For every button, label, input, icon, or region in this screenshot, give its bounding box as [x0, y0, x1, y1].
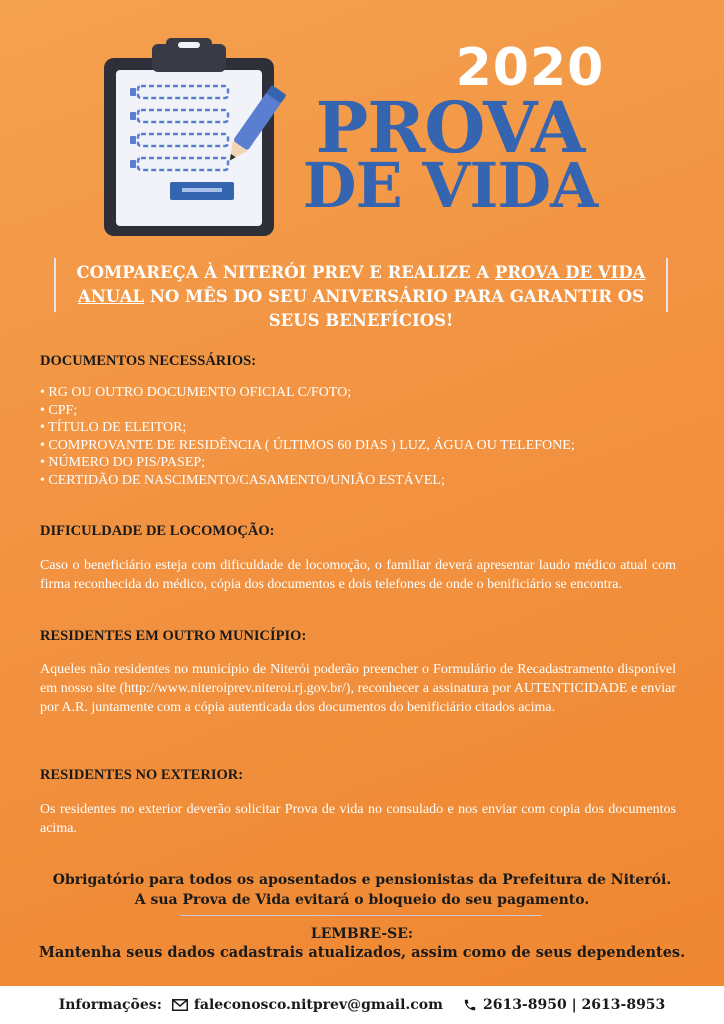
documents-title: DOCUMENTOS NECESSÁRIOS:	[40, 353, 257, 369]
list-item: • TÍTULO DE ELEITOR;	[40, 420, 187, 435]
year-heading: 2020	[455, 38, 605, 98]
envelope-icon	[172, 999, 188, 1011]
remember-text: Mantenha seus dados cadastrais atualizados, assim como de seus dependentes.	[38, 944, 686, 961]
contact-email[interactable]: faleconosco.nitprev@gmail.com	[193, 997, 443, 1013]
remember-title: LEMBRE-SE:	[310, 926, 414, 942]
banner-text-underlined: PROVA DE VIDA ANUAL	[77, 263, 646, 306]
divider	[180, 915, 542, 916]
list-item: • CERTIDÃO DE NASCIMENTO/CASAMENTO/UNIÃO ESTÁVEL;	[40, 472, 445, 488]
list-item: • RG OU OUTRO DOCUMENTO OFICIAL C/FOTO;	[40, 385, 352, 400]
outro-municipio-title: RESIDENTES EM OUTRO MUNICÍPIO:	[40, 628, 307, 644]
title-de-vida: DE VIDA	[302, 149, 598, 222]
exterior-text: Os residentes no exterior deverão solicitar Prova de vida no consulado e nos enviar com copia dos documentos acima.	[40, 802, 676, 836]
list-item: • COMPROVANTE DE RESIDÊNCIA ( ÚLTIMOS 60 DIAS ) LUZ, ÁGUA OU TELEFONE;	[40, 437, 575, 453]
contact-label: Informações:	[58, 997, 162, 1013]
banner-text-after: NO MÊS DO SEU ANIVERSÁRIO PARA GARANTIR OS SEUS BENEFÍCIOS!	[144, 287, 645, 330]
banner-left-bar	[54, 258, 56, 312]
banner-right-bar	[666, 258, 668, 312]
contact-phones[interactable]: 2613-8950 | 2613-8953	[482, 997, 666, 1013]
clipboard-illustration	[100, 38, 290, 238]
locomocao-text: Caso o beneficiário esteja com dificuldade de locomoção, o familiar deverá apresentar laudo médico atual com firma reconhecida do médico, cópia dos documentos e dois telefones de onde o benificiário se encontra.	[40, 558, 676, 592]
banner-text	[60, 261, 662, 333]
banner-text-before: COMPAREÇA À NITERÓI PREV E REALIZE A	[76, 263, 495, 282]
phone-icon	[463, 998, 477, 1012]
highlight-banner	[54, 258, 668, 330]
title-prova: PROVA	[315, 86, 585, 169]
contact-strip	[0, 986, 724, 1024]
list-item: • CPF;	[40, 402, 78, 418]
locomocao-title: DIFICULDADE DE LOCOMOÇÃO:	[40, 523, 275, 539]
exterior-title: RESIDENTES NO EXTERIOR:	[40, 767, 244, 783]
mandatory-note: Obrigatório para todos os aposentados e pensionistas da Prefeitura de Niterói.	[52, 872, 672, 888]
outro-municipio-text: Aqueles não residentes no município de Niterói poderão preencher o Formulário de Recadastramento disponível em nosso site (http://www.niteroiprev.niteroi.rj.gov.br/), reconhecer a assinatura por AUTENTICIDADE e enviar por A.R. juntamente com a cópia autenticada dos documentos do benificiário citados acima.	[40, 662, 676, 715]
blocking-note: A sua Prova de Vida evitará o bloqueio do seu pagamento.	[134, 892, 590, 908]
documents-list	[40, 384, 680, 489]
list-item: • NÚMERO DO PIS/PASEP;	[40, 455, 206, 470]
